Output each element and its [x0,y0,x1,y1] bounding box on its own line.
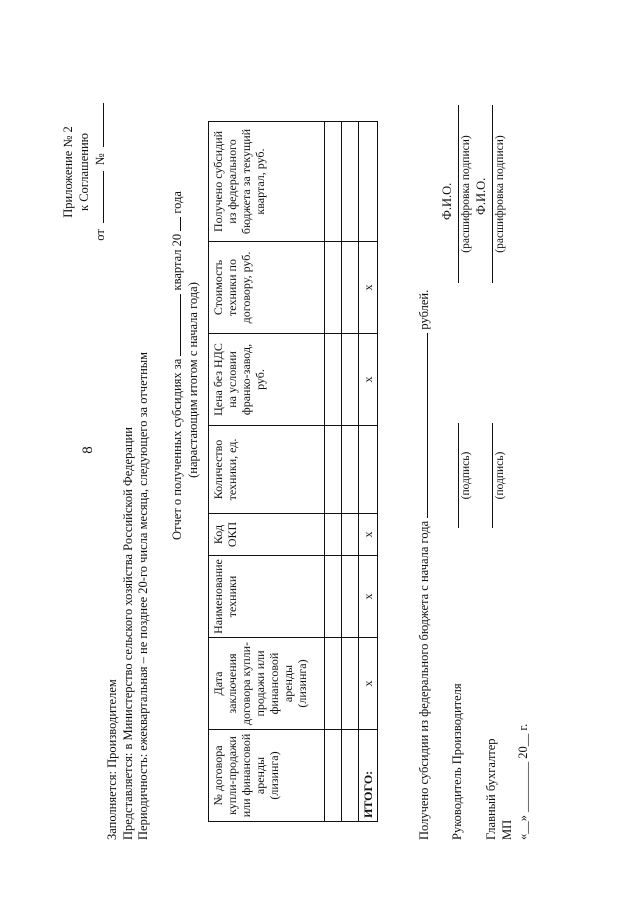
table-cell[interactable] [342,242,359,334]
accountant-fio: Ф.И.О. [474,177,488,215]
appendix-number-blank [92,103,104,147]
report-title [170,191,201,540]
appendix-from-label: от [93,229,107,241]
accountant-decode-caption: (расшифровка подписи) [494,135,506,253]
subsidy-text: Получено субсидии из федерального бюджета с начала года [417,520,431,840]
table-cell[interactable] [342,426,359,514]
filled-by: Заполняется: Производителем [105,679,119,840]
report-table [208,121,378,822]
total-cell: х [359,556,378,638]
head-signature-caption: (подпись) [460,451,472,500]
stamp-mp: МП [500,819,514,840]
table-cell[interactable] [342,122,359,242]
accountant-label: Главный бухгалтер [484,738,498,840]
appendix-title: Приложение № 2 [61,126,75,218]
accountant-signature-line[interactable] [492,423,493,528]
stamp-date: «__» ________ 20__ г. [516,723,530,840]
table-cell[interactable] [325,242,342,334]
head-fio: Ф.И.О. [440,182,454,220]
table-cell[interactable] [325,426,342,514]
table-cell[interactable] [325,122,342,242]
header-cost: Стоимость техники по договору, руб. [209,242,325,334]
quarter-blank [170,294,181,356]
accountant-signature-caption: (подпись) [494,451,506,500]
submitted-to: Представляется: в Министерство сельского хозяйства Российской Федерации [120,427,135,840]
head-decode-caption: (расшифровка подписи) [460,135,472,253]
appendix-date-blank [92,171,104,223]
total-cell[interactable] [359,122,378,242]
table-header-row [209,122,325,822]
accountant-decode-line[interactable] [492,105,493,283]
table-cell[interactable] [325,556,342,638]
appendix-block [60,82,108,262]
header-subsidies: Получено субсидий из федерального бюджета за текущий квартал, руб. [209,122,325,242]
total-cell: х [359,638,378,730]
table-row [325,122,342,822]
report-title-start: Отчет о полученных субсидиях за [170,358,184,540]
header-contract-number: № договора купли-продажи или финансовой аренды (лизинга) [209,730,325,822]
head-decode-line[interactable] [458,105,459,283]
subsidy-line [417,290,432,840]
meta-block [105,352,152,840]
total-row [359,122,378,822]
appendix-number-label: № [93,153,107,166]
table-cell[interactable] [342,334,359,426]
page-number: 8 [80,446,96,454]
header-contract-date: Дата заключения договора купли-продажи или финансовой аренды (лизинга) [209,638,325,730]
total-cell: х [359,514,378,556]
total-cell: х [359,334,378,426]
report-title-mid: квартал 20 [170,233,184,291]
year-blank [170,217,181,231]
total-cell: х [359,242,378,334]
report-title-line1 [170,191,186,540]
total-label: ИТОГО: [359,730,378,822]
total-cell[interactable] [359,426,378,514]
report-title-line2: (нарастающим итогом с начала года) [185,282,200,478]
table-row [342,122,359,822]
head-signature-line[interactable] [458,423,459,528]
rotated-content [61,60,530,840]
head-label: Руководитель Производителя [450,683,464,840]
appendix-subtitle: к Соглашению [77,133,91,211]
appendix-from-line [92,82,108,262]
header-okp-code: Код ОКП [209,514,325,556]
table-cell[interactable] [342,556,359,638]
header-equipment-name: Наименование техники [209,556,325,638]
subsidy-unit: рублей. [417,289,431,330]
table-cell[interactable] [325,334,342,426]
table-cell[interactable] [325,514,342,556]
table-cell[interactable] [342,730,359,822]
periodicity: Периодичность: ежеквартальная – не позднее 20-го числа месяца, следующего за отчетным [136,351,150,840]
table-cell[interactable] [342,638,359,730]
subsidy-amount-blank[interactable] [417,333,428,518]
table-cell[interactable] [325,638,342,730]
table-cell[interactable] [325,730,342,822]
table-cell[interactable] [342,514,359,556]
header-quantity: Количество техники, ед. [209,426,325,514]
report-title-end: года [170,191,184,214]
header-price: Цена без НДС на условии франко-завод, руб. [209,334,325,426]
